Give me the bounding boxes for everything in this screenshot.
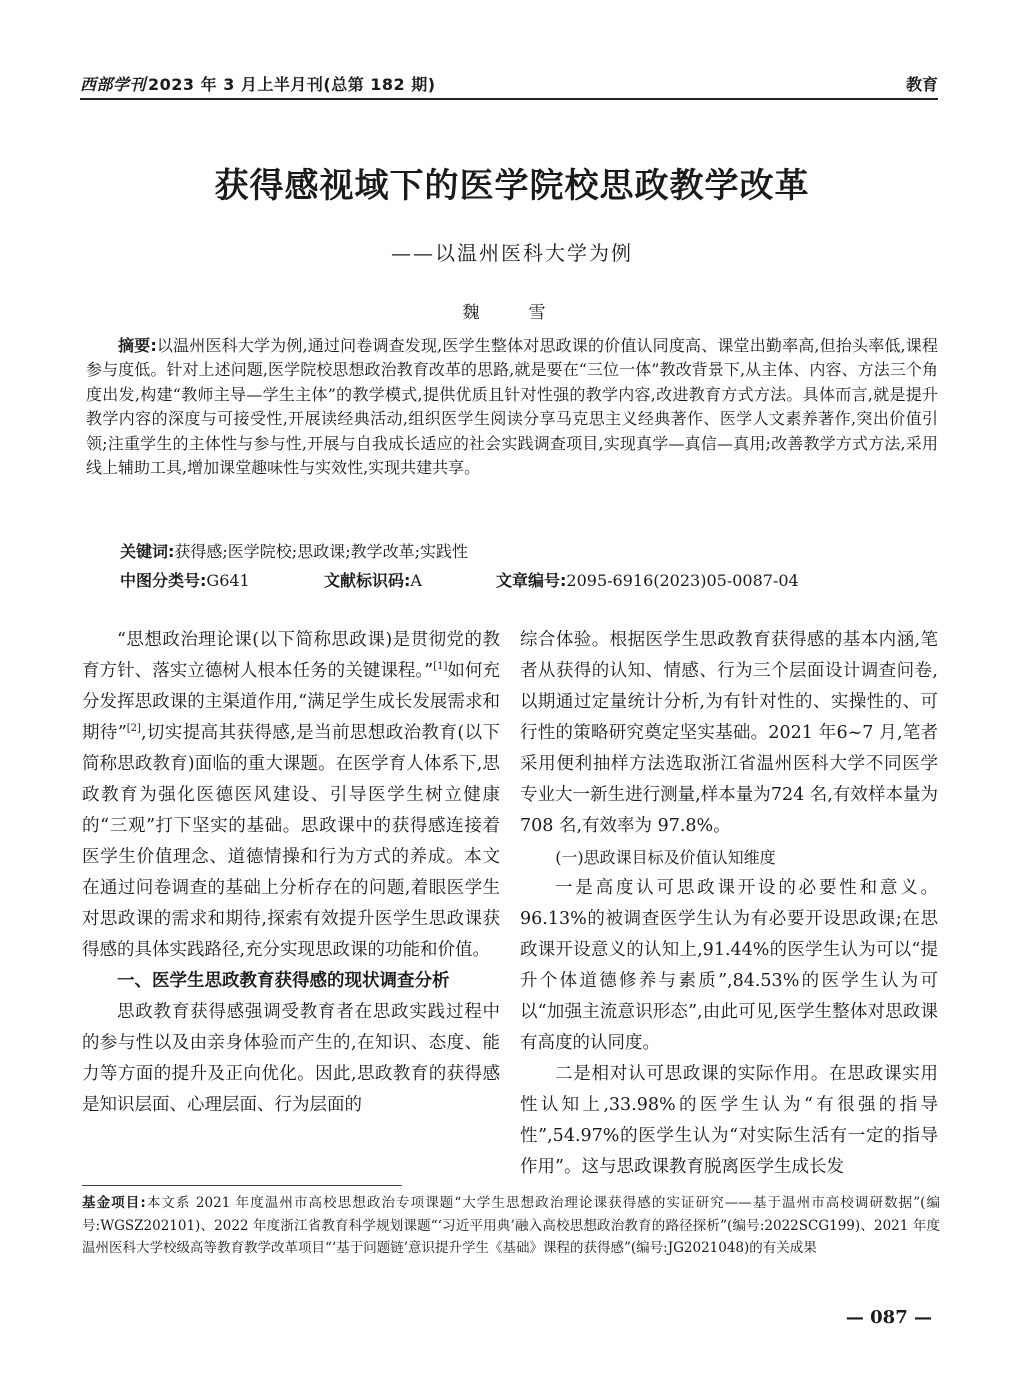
journal-issue-label <box>80 72 436 95</box>
abstract-paragraph <box>86 334 938 480</box>
classification-line <box>120 568 940 591</box>
article-subtitle: ——以温州医科大学为例 <box>391 241 633 265</box>
paragraph-text: ,切实提高其获得感,是当前思想政治教育(以下简称思政教育)面临的重大课题。在医学育人体系下,思政教育为强化医德医风建设、引导医学生树立健康的“三观”打下坚实的基础。思政课中的获得感连接着医学生价值理念、道德情操和行为方式的养成。本文在通过问卷调查的基础上分析存在的问题,着眼医学生对思政课的需求和期待,探索有效提升医学生思政课获得感的具体实践路径,充分实现思政课的功能和价值。 <box>82 723 501 960</box>
author-name: 魏 雪 <box>462 303 562 323</box>
keywords-label: 关键词: <box>120 542 175 561</box>
keywords-text: 获得感;医学院校;思政课;教学改革;实践性 <box>174 542 468 561</box>
body-paragraph: 思政教育获得感强调受教育者在思政实践过程中的参与性以及由亲身体验而产生的,在知识、态度、能力等方面的提升及正向优化。因此,思政教育的获得感是知识层面、心理层面、行为层面的 <box>82 1002 500 1115</box>
subsection-heading: (一)思政课目标及价值认知维度 <box>555 848 776 867</box>
journal-logo: 西部学刊 <box>80 75 147 94</box>
body-column-left <box>82 625 500 1121</box>
article-value: 2095-6916(2023)05-0087-04 <box>566 571 799 590</box>
clc-value: G641 <box>206 571 250 590</box>
section-label: 教育 <box>905 75 938 94</box>
abstract-label: 摘要: <box>118 336 157 355</box>
body-paragraph: 综合体验。根据医学生思政教育获得感的基本内涵,笔者从获得的认知、情感、行为三个层面设计调查问卷,以期通过定量统计分析,为有针对性的、实操性的、可行性的策略研究奠定坚实基础。2021 年6~7 月,笔者采用便利抽样方法选取浙江省温州医科大学不同医学专业大一新生进行测量,样本量为724 名,有效样本量为 708 名,有效率为 97.8%。 <box>520 630 938 836</box>
body-paragraph <box>82 625 500 966</box>
issue-text: 2023 年 3 月上半月刊(总第 182 期) <box>148 75 436 94</box>
clc-label: 中图分类号: <box>120 571 207 590</box>
abstract <box>86 334 938 480</box>
running-header <box>80 70 938 100</box>
keywords <box>120 539 468 562</box>
article-number <box>496 568 799 591</box>
footnote-divider <box>82 1185 402 1186</box>
funding-footnote <box>82 1192 940 1260</box>
paragraph-text: 如何充分发挥思政课的主渠道作用,“满足学生成长发展需求和期待” <box>82 661 501 743</box>
page-number: — 087 — <box>845 1307 932 1328</box>
doc-label: 文献标识码: <box>324 571 411 590</box>
paragraph-text: “思想政治理论课(以下简称思政课)是贯彻党的教育方针、落实立德树人根本任务的关键课程。” <box>82 630 500 681</box>
body-paragraph: 二是相对认可思政课的实际作用。在思政课实用性认知上,33.98%的医学生认为“有很强的指导性”,54.97%的医学生认为“对实际生活有一定的指导作用”。这与思政课教育脱离医学生成长发 <box>520 1064 938 1177</box>
body-column-right <box>520 625 938 1183</box>
abstract-text: 以温州医科大学为例,通过问卷调查发现,医学生整体对思政课的价值认同度高、课堂出勤率高,但抬头率低,课程参与度低。针对上述问题,医学院校思想政治教育改革的思路,就是要在“三位一体”教改背景下,从主体、内容、方法三个角度出发,构建“教师主导—学生主体”的教学模式,提供优质且针对性强的教学内容,改进教育方式方法。具体而言,就是提升教学内容的深度与可接受性,开展读经典活动,组织医学生阅读分享马克思主义经典著作、医学人文素养著作,突出价值引领;注重学生的主体性与参与性,开展与自我成长适应的社会实践调查项目,实现真学—真信—真用;改善教学方式方法,采用线上辅助工具,增加课堂趣味性与实效性,实现共建共享。 <box>86 336 938 478</box>
article-label: 文章编号: <box>496 571 567 590</box>
funding-label: 基金项目: <box>82 1195 146 1211</box>
funding-text: 本文系 2021 年度温州市高校思想政治专项课题“大学生思想政治理论课获得感的实证研究——基于温州市高校调研数据”(编号:WGSZ202101)、2022 年度浙江省教育科学规划课题“‘习近平用典’融入高校思想政治教育的路径探析”(编号:2022SCG199)、2021 年度温州医科大学校级高等教育教学改革项目“‘基于问题链’意识提升学生《基础》课程的获得感”(编号:JG2021048)的有关成果 <box>82 1195 940 1257</box>
section-heading: 一、医学生思政教育获得感的现状调查分析 <box>117 971 450 991</box>
clc-code <box>120 568 324 591</box>
body-paragraph: 一是高度认可思政课开设的必要性和意义。96.13%的被调查医学生认为有必要开设思政课;在思政课开设意义的认知上,91.44%的医学生认为可以“提升个体道德修养与素质”,84.53%的医学生认为可以“加强主流意识形态”,由此可见,医学生整体对思政课有高度的认同度。 <box>520 878 938 1053</box>
citation-ref: [1] <box>433 661 448 673</box>
citation-ref: [2] <box>126 723 141 735</box>
document-code <box>324 568 496 591</box>
article-title: 获得感视域下的医学院校思政教学改革 <box>214 166 810 206</box>
doc-value: A <box>410 571 422 590</box>
